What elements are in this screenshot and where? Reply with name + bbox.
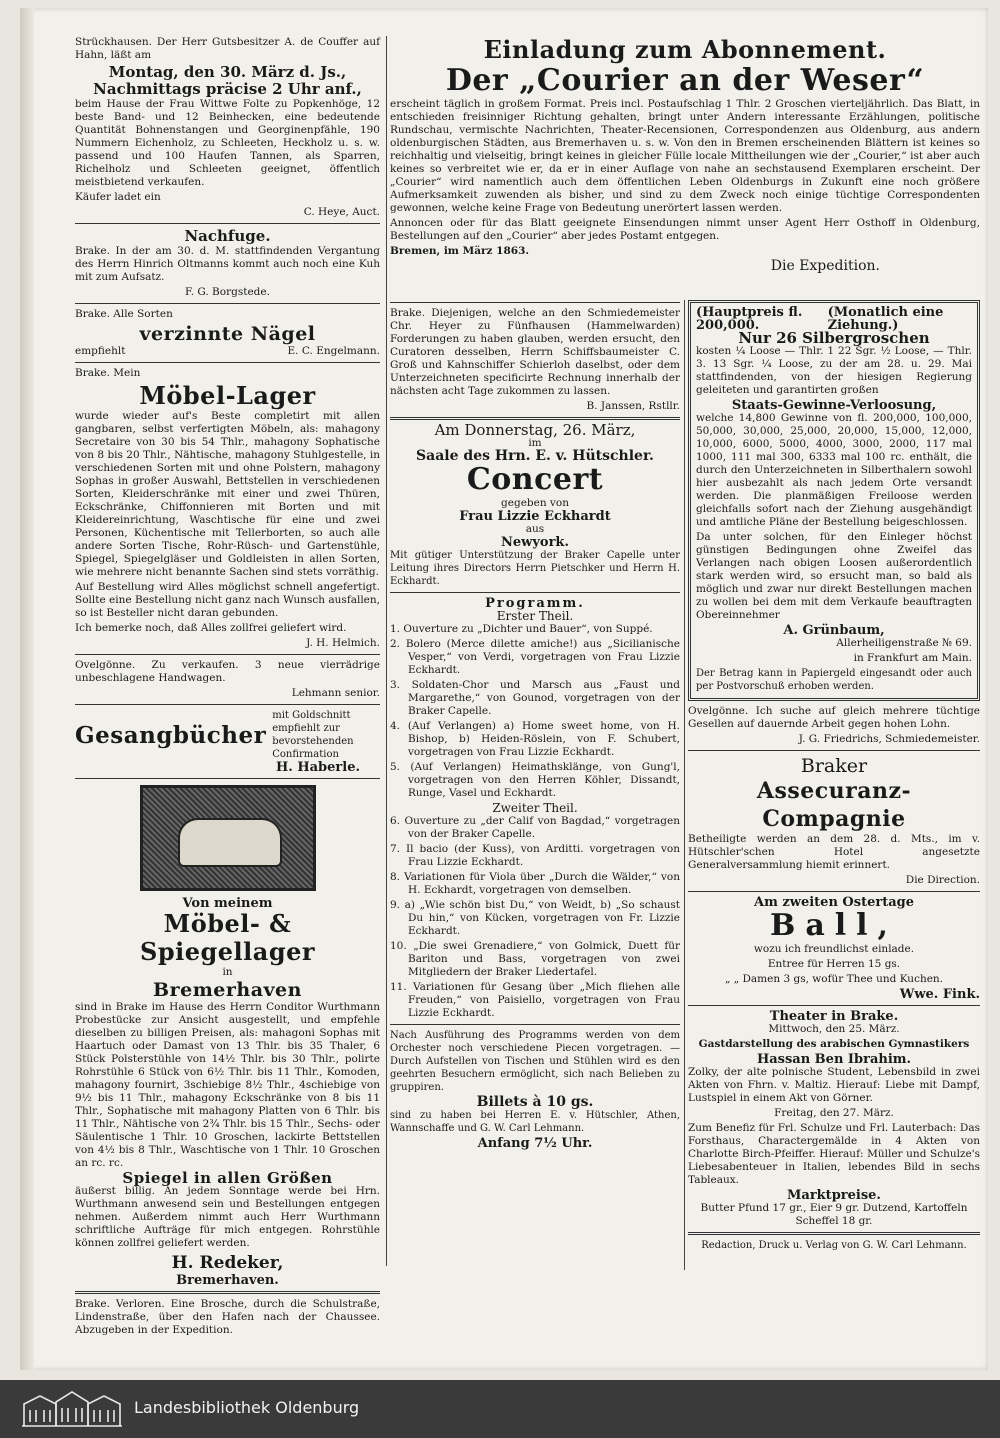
courier-ad (390, 36, 980, 275)
ovelgoenne-ad: Ovelgönne. Zu verkaufen. 3 neue vierrädrige unbeschlagene Handwagen. (75, 659, 380, 684)
concert-artist: Frau Lizzie Eckhardt (459, 509, 611, 524)
masthead-title: Der „Courier an der Weser“ (445, 63, 925, 98)
moebel-intro: Brake. Mein (75, 367, 141, 379)
start-time: Anfang 7½ Uhr. (477, 1136, 593, 1151)
concert-support: Mit gütiger Unterstützung der Braker Capelle unter Leitung ihres Directors Herrn Pietschker und Herrn H. Eckhardt. (390, 550, 680, 587)
invite-title: Einladung zum Abonnement. (483, 35, 887, 64)
theater-body2: Zum Benefiz für Frl. Schulze und Frl. Lauterbach: Das Forsthaus, Charactergemälde in 4 Akten von Charlotte Birch-Pfeiffer. Hierauf: Müller und Schulze's Liebesabenteuer in Italien, lebendes Bild in sechs Tableaux. (688, 1122, 980, 1186)
theater-guest: Gastdarstellung des arabischen Gymnastikers (698, 1038, 970, 1050)
program-items-part1 (390, 623, 680, 800)
moebel-body3: Ich bemerke noch, daß Alles zollfrei geliefert wird. (75, 622, 347, 634)
gesang-signature: H. Haberle. (276, 760, 360, 775)
redeker-city: Bremerhaven. (176, 1273, 279, 1288)
divider (390, 592, 680, 593)
moebel-body2: Auf Bestellung wird Alles möglichst schnell angefertigt. Sollte eine Bestellung nicht ganz nach Wunsch ausfallen, so ist Besteller nicht daran gebunden. (75, 581, 380, 619)
theater-body: Zolky, der alte polnische Student, Lebensbild in zwei Akten von Fhrn. v. Maltiz. Hierauf: Liebe mit Dampf, Lustspiel in einem Akt von Görner. (688, 1066, 980, 1104)
program-items-part2 (390, 815, 680, 1020)
divider (688, 891, 980, 892)
library-name: Landesbibliothek Oldenburg (134, 1398, 360, 1417)
concert-im: im (528, 437, 542, 449)
ball-entry2: „ „ Damen 3 gs, wofür Thee und Kuchen. (724, 973, 944, 985)
billets-price: Billets à 10 gs. (476, 1094, 594, 1110)
lager-body: sind in Brake im Hause des Herrn Conditor Wurthmann Probestücke zur Ansicht ausgestellt, und empfehle dieselben zu billigen Preisen, als: mahagoni Sophas mit Haartuch oder Damast von 13 Thlr. bis 35 Thaler, 6 Stück Polsterstühle von 14½ Thlr. bis 30 Thlr., polirte Rohrstühle 6 Stück von 6½ Thlr. bis 11 Thlr., Komoden, mahagony fournirt, 3schiebige 8½ Thlr., 4schiebige von 9½ bis 11 Thlr., mahagony Eckschränke von 8 bis 11 Thlr., Sophatische mit mahagony Platten von 6 Thlr. bis 11 Thlr., Nähtische von 2¾ Thlr. bis 15 Thlr., Sechs- oder Säulentische 1 Thlr. 10 Groschen, lackirte Bettstellen von 4½ bis 8 Thlr., Waschtische von 1 Thlr. 10 Groschen an rc. rc. (75, 1001, 380, 1169)
gesang-title: Gesangbücher (75, 721, 267, 749)
divider (75, 362, 380, 363)
concert-date: Am Donnerstag, 26. März, (434, 421, 636, 439)
moebel-title: Möbel-Lager (139, 381, 316, 410)
concert-title: Concert (466, 462, 604, 497)
ball-pre: Am zweiten Ostertage (754, 895, 914, 910)
lost-notice: Brake. Verloren. Eine Brosche, durch die Schulstraße, Lindenstraße, über den Hafen nach der Chaussee. Abzugeben in der Expedition. (75, 1298, 380, 1336)
auction-body: beim Hause der Frau Wittwe Folte zu Popkenhöge, 12 beste Band- und 12 Beinhecken, eine bedeutende Quantität Bohnenstangen und Georginenpfähle, 190 Nummern Eichenholz, zu Schleeten, Heckholz u. s. w. passend und 100 Haufen Tannen, als Sparren, Richelholz und Schleeten geeignet, öffentlich meistbietend verkaufen. (75, 98, 380, 188)
ball-title: Ball, (769, 908, 899, 943)
program-item: 3. Soldaten-Chor und Marsch aus „Faust und Margarethe,“ von Gounod, vorgetragen von der Braker Capelle. (390, 679, 680, 717)
auction-date: Montag, den 30. März d. Js., (108, 63, 347, 81)
theater-title: Theater in Brake. (769, 1009, 899, 1024)
auction-buyers: Käufer ladet ein (75, 191, 161, 203)
concert-city: Newyork. (501, 535, 569, 550)
spiegel-body: äußerst billig. An jedem Sonntage werde bei Hrn. Wurthmann anwesend sein und Bestellungen entgegen nehmen. Außerdem nimmt auch Herr Wurthmann schriftliche Aufträge für mich entgegen. Rohrstühle können zollfrei geliefert werden. (75, 1185, 380, 1249)
library-building-icon (22, 1390, 122, 1428)
assecuranz-body: Betheiligte werden an dem 28. d. Mts., im v. Hütschler'schen Hotel angesetzte Generalversammlung hiemit erinnert. (688, 833, 980, 871)
program-item: 7. Il bacio (der Kuss), von Arditti. vorgetragen von Frau Lizzie Eckhardt. (390, 843, 680, 868)
schmiede-notice: Brake. Diejenigen, welche an den Schmiedemeister Chr. Heyer zu Fünfhausen (Hammelwarden) Forderungen zu haben glauben, werden ersucht, den Curatoren desselben, Herrn Schiffsbaumeister C. Groß und Kahnschiffer Schierloh daselbst, oder dem Unterzeichneten specificirte Rechnung innerhalb der nächsten acht Tage zukommen zu lassen. (390, 307, 680, 397)
program-title: Programm. (485, 596, 585, 611)
theater-date: Mittwoch, den 25. März. (768, 1023, 900, 1035)
program-item: 6. Ouverture zu „der Calif von Bagdad,“ vorgetragen von der Braker Capelle. (390, 815, 680, 840)
naegel-signature: E. C. Engelmann. (287, 345, 380, 357)
concert-aus: aus (525, 523, 545, 535)
lottery-body: kosten ¼ Loose — Thlr. 1 22 Sgr. ½ Loose, — Thlr. 3. 13 Sgr. ¼ Loose, zu der am 28. u. 29. Mai stattfindenden, von der hiesigen Regierung geleiteten und garantirten großen (696, 345, 972, 396)
naegel-empf: empfiehlt (75, 345, 126, 357)
lottery-title: Staats-Gewinne-Verloosung, (731, 398, 937, 413)
program-part2: Zweiter Theil. (492, 801, 578, 815)
assecuranz-title: Assecuranz-Compagnie (756, 778, 912, 832)
divider (75, 704, 380, 705)
ball-entry: Entree für Herren 15 gs. (767, 958, 901, 970)
imprint: Redaction, Druck u. Verlag von G. W. Carl Lehmann. (701, 1240, 967, 1251)
ovelgoenne-job-signature: J. G. Friedrichs, Schmiedemeister. (798, 733, 980, 745)
auction-intro: Strückhausen. Der Herr Gutsbesitzer A. de Couffer auf Hahn, läßt am (75, 36, 380, 61)
divider (390, 302, 680, 303)
moebel-signature: J. H. Helmich. (306, 637, 380, 649)
column-1 (75, 36, 380, 1339)
sofa-engraving (140, 785, 316, 891)
column-3 (688, 300, 980, 1254)
column-rule-1 (386, 36, 387, 1266)
ovelgoenne-signature: Lehmann senior. (291, 687, 380, 699)
program-item: 4. (Auf Verlangen) a) Home sweet home, von H. Bishop, b) Heiden-Röslein, von F. Schubert, vorgetragen von Frau Lizzie Eckhardt. (390, 720, 680, 758)
divider (688, 750, 980, 751)
nachfuge-signature: F. G. Borgstede. (185, 286, 270, 298)
auction-signature: C. Heye, Auct. (303, 206, 380, 218)
lottery-address: Allerheiligenstraße № 69. (836, 637, 972, 649)
lottery-note: Der Betrag kann in Papiergeld eingesandt oder auch per Postvorschuß erhoben werden. (696, 668, 972, 692)
program-item: 11. Variationen für Gesang über „Mich fliehen alle Freuden,“ von Paisiello, vorgetragen von Frau Lizzie Eckhardt. (390, 981, 680, 1019)
gesang-ad (75, 709, 380, 761)
billets-where: sind zu haben bei Herren E. v. Hütschler, Athen, Wannschaffe und G. W. Carl Lehmann. (390, 1110, 680, 1134)
subscription-body2: Annoncen oder für das Blatt geeignete Einsendungen nimmt unser Agent Herr Osthoff in Oldenburg, Bestellungen auf den „Courier“ aber jedes Postamt entgegen. (390, 217, 980, 242)
column-rule-2 (684, 300, 685, 1270)
program-item: 9. a) „Wie schön bist Du,“ von Weidt, b) „So schaust Du hin,“ von Kücken, vorgetragen von Fr. Lizzie Eckhardt. (390, 899, 680, 937)
nachfuge-body: Brake. In der am 30. d. M. stattfindenden Vergantung des Herrn Hinrich Oltmanns kommt auch noch eine Kuh mit zum Aufsatz. (75, 245, 380, 283)
lager-pre: Von meinem (182, 896, 273, 911)
braker-title: Braker (800, 755, 868, 777)
assecuranz-signature: Die Direction. (905, 874, 980, 886)
after-program: Nach Ausführung des Programms werden von dem Orchester noch verschiedene Piecen vorgetragen. — Durch Aufstellen von Tischen und Stühlen wird es den geehrten Besuchern ermöglicht, sich nach Belieben zu gruppiren. (390, 1030, 680, 1093)
lager-city: Bremerhaven (153, 979, 302, 1001)
library-footer (0, 1380, 1000, 1438)
naegel-line (75, 345, 380, 358)
page-edge (20, 8, 34, 1370)
program-item: 2. Bolero (Merce dilette amiche!) aus „Sicilianische Vesper,“ von Verdi, vorgetragen von Frau Lizzie Eckhardt. (390, 638, 680, 676)
ball-signature: Wwe. Fink. (899, 987, 980, 1002)
program-part1: Erster Theil. (496, 609, 574, 623)
nachfuge-title: Nachfuge. (184, 227, 271, 245)
program-item: 8. Variationen für Viola über „Durch die Wälder,“ von H. Eckhardt, vorgetragen von demselben. (390, 871, 680, 896)
divider (75, 303, 380, 304)
ball-invite: wozu ich freundlichst einlade. (753, 943, 915, 955)
theater-date2: Freitag, den 27. März. (774, 1107, 894, 1119)
divider (75, 223, 380, 224)
lottery-name: A. Grünbaum, (783, 623, 885, 638)
moebel-body: wurde wieder auf's Beste completirt mit allen gangbaren, selbst verfertigten Möbeln, als: mahagony Secretaire von 30 bis 54 Thlr., mahagony Sophatische von 8 bis 20 Thlr., Nähtische, mahagony Stuhlgestelle, in verschiedenen Sorten mit und ohne Polstern, mahagony Sophas in großer Auswahl, Bettstellen in verschiedenen Sorten, Kleiderschränke mit einer und zwei Thüren, Eckschränke, Chiffonnieren mit Borten und mit Kleidereinrichtung, Waschtische für eine und zwei Personen, Küchentische mit Tellerborten, so auch alle andere Sorten Tische, Rohr-Rüsch- und Gartenstühle, Spiegel, Spiegelgläser und Goldleisten in allen Sorten, wie mehrere nicht benannte Sachen sind stets vorräthig. (75, 410, 380, 578)
program-item: 10. „Die swei Grenadiere,“ von Golmick, Duett für Bariton und Bass, vorgetragen von zwei Mitgliedern der Braker Liedertafel. (390, 940, 680, 978)
subscription-body: erscheint täglich in großem Format. Preis incl. Postaufschlag 1 Thlr. 2 Groschen vierteljährlich. Das Blatt, in entschieden freisinniger Richtung gehalten, bringt unter Andern interessante Erzählungen, politische Rundschau, vermischte Nachrichten, Theater-Recensionen, Correspondenzen aus Oldenburg, aus andern oldenburgischen Städten, aus Bremerhaven u. s. w. Von den in Bremen erscheinenden Blättern ist keines so reichhaltig und vielseitig, bringt keines in gleicher Fülle locale Mittheilungen wie der „Courier,“ ist aber auch keines so verbreitet wie er, da er in einer Auflage von nahe an sechstausend Exemplaren erscheint. Der „Courier“ wird namentlich auch dem öffentlichen Leben Oldenburgs in Zukunft eine noch größere Aufmerksamkeit zuwenden als bisher, und sind zu dem Zweck noch einige tüchtige Correspondenten gewonnen, welche keine Frage von Bedeutung unerörtert lassen werden. (390, 98, 980, 214)
concert-venue: Saale des Hrn. E. v. Hütschler. (416, 448, 654, 464)
divider (75, 654, 380, 655)
schmiede-signature: B. Janssen, Rstllr. (586, 400, 680, 412)
auction-time: Nachmittags präcise 2 Uhr anf., (93, 80, 362, 98)
sofa-icon (178, 818, 282, 867)
divider (688, 1005, 980, 1006)
lottery-price: Nur 26 Silbergroschen (738, 329, 930, 347)
naegel-title: verzinnte Nägel (139, 323, 316, 345)
subscription-place: Bremen, im März 1863. (390, 245, 530, 257)
naegel-intro: Brake. Alle Sorten (75, 308, 173, 320)
lager-title: Möbel- & Spiegellager (139, 909, 316, 966)
column-2 (390, 298, 680, 1150)
divider (390, 417, 680, 420)
lager-in: in (222, 966, 233, 978)
lottery-ad (688, 300, 980, 701)
market-body: Butter Pfund 17 gr., Eier 9 gr. Dutzend, Kartoffeln Scheffel 18 gr. (700, 1202, 968, 1227)
program-item: 1. Ouverture zu „Dichter und Bauer“, von Suppé. (390, 623, 653, 635)
market-title: Marktpreise. (787, 1188, 881, 1203)
concert-by: gegeben von (501, 497, 569, 509)
redeker-name: H. Redeker, (171, 1253, 284, 1273)
divider (75, 1291, 380, 1294)
divider (390, 1024, 680, 1025)
lottery-city: in Frankfurt am Main. (853, 652, 972, 664)
divider (75, 778, 380, 779)
theater-name: Hassan Ben Ibrahim. (756, 1052, 912, 1067)
lottery-body3: Da unter solchen, für den Einleger höchst günstigen Bedingungen ohne Zweifel das Verlangen nach obigen Loosen außerordentlich stark werden wird, so ersucht man, so bald als möglich und zwar nur direkt Bestellungen machen zu wollen bei dem mit dem Verkaufe beauftragten Obereinnehmer (696, 531, 972, 621)
gesang-side: mit Goldschnitt empfiehlt zur bevorstehenden Confirmation (272, 710, 354, 760)
divider (688, 1232, 980, 1235)
lottery-body2: welche 14,800 Gewinne von fl. 200,000, 100,000, 50,000, 30,000, 25,000, 20,000, 15,000, 12,000, 10,000, 6000, 5000, 4000, 3000, 2000, 117 mal 1000, 111 mal 300, 6333 mal 100 rc. enthält, die durch den Unterzeichneten in Silberthalern sowohl hier ausbezahlt als nach jedem Orte versandt werden. Die planmäßigen Freiloose werden gleichfalls sofort nach der Ziehung ausgehändigt und amtliche Pläne der Bestellung beigeschlossen. (696, 412, 972, 528)
lottery-head-left: (Hauptpreis fl. 200,000. (696, 305, 803, 333)
subscription-signature: Die Expedition. (770, 258, 880, 274)
lottery-head-right: (Monatlich eine Ziehung.) (827, 305, 944, 333)
spiegel-title: Spiegel in allen Größen (122, 1169, 333, 1187)
program-item: 5. (Auf Verlangen) Heimathsklänge, von Gung'l, vorgetragen von den Herren Köhler, Dissandt, Runge, Vasel und Eckhardt. (390, 761, 680, 799)
ovelgoenne-job: Ovelgönne. Ich suche auf gleich mehrere tüchtige Gesellen auf dauernde Arbeit gegen hohen Lohn. (688, 705, 980, 730)
